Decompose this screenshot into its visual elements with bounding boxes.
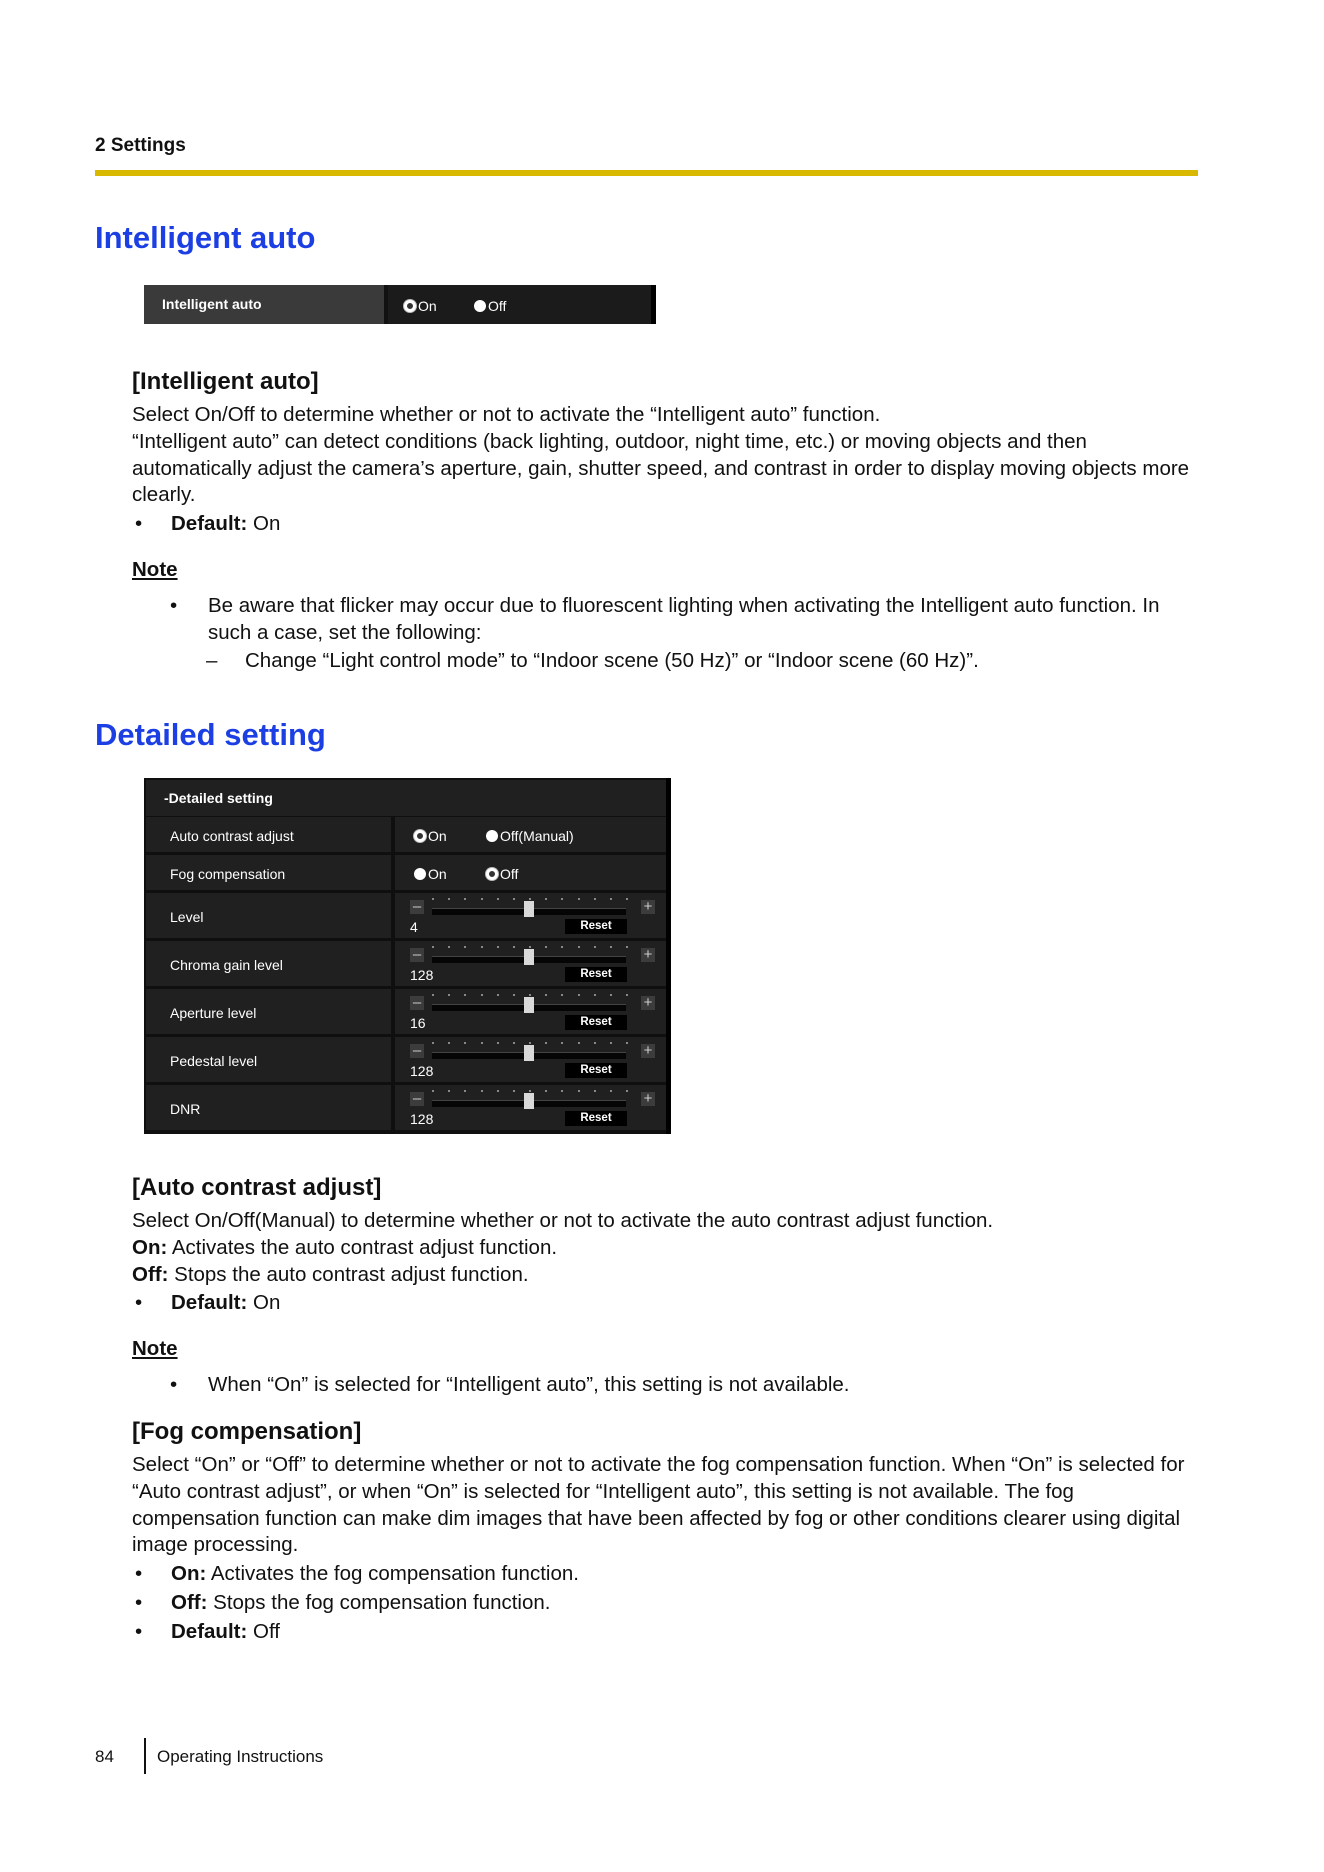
radio-unselected-icon (414, 868, 426, 880)
chapter-heading: 2 Settings (95, 135, 186, 156)
radio-selected-icon (486, 868, 498, 880)
radio-unselected-icon (474, 300, 486, 312)
detailed-setting-panel (144, 778, 671, 1134)
fog-compensation-row: Fog compensation On Off (146, 855, 666, 893)
section-title-intelligent-auto: Intelligent auto (95, 220, 316, 255)
note-bullet: • When “On” is selected for “Intelligent auto”, this setting is not available. (170, 1373, 850, 1396)
minus-button[interactable]: – (410, 996, 424, 1010)
slider-row-aperture-level: Aperture level – + 16 Reset (146, 989, 666, 1037)
note-heading: Note (132, 558, 178, 581)
slider-thumb[interactable] (524, 997, 534, 1013)
plus-button[interactable]: + (641, 900, 655, 914)
page-number: 84 (95, 1747, 114, 1766)
reset-button[interactable]: Reset (565, 1063, 627, 1078)
slider-value: 4 (410, 919, 418, 935)
minus-button[interactable]: – (410, 1044, 424, 1058)
slider-ticks (432, 898, 626, 900)
slider-ticks (432, 1042, 626, 1044)
note-sub-item: – Change “Light control mode” to “Indoor scene (50 Hz)” or “Indoor scene (60 Hz)”. (206, 649, 979, 672)
auto-contrast-on-radio[interactable]: On (414, 828, 447, 844)
default-item: • Default: On (132, 511, 1202, 538)
fog-on-radio[interactable]: On (414, 866, 447, 882)
slider-thumb[interactable] (524, 1045, 534, 1061)
intelligent-auto-label: Intelligent auto (144, 285, 384, 324)
fog-compensation-description: Select “On” or “Off” to determine whether or not to activate the fog compensation function. When “On” is selected for “Auto contrast adjust”, or when “On” is selected for “Intelligent auto”, this setting is not available. The fog compensation function can make dim images that have been affected by fog or other conditions clearer using digital image processing. • On: Activates the fog compensation function. • Off: Stops the fog compensation function. • Default: Off (132, 1452, 1202, 1646)
reset-button[interactable]: Reset (565, 967, 627, 982)
slider-thumb[interactable] (524, 949, 534, 965)
note-heading: Note (132, 1337, 178, 1360)
slider-thumb[interactable] (524, 901, 534, 917)
subheading-auto-contrast: [Auto contrast adjust] (132, 1174, 382, 1201)
minus-button[interactable]: – (410, 948, 424, 962)
auto-contrast-off-radio[interactable]: Off(Manual) (486, 828, 574, 844)
plus-button[interactable]: + (641, 996, 655, 1010)
panel-edge (666, 778, 671, 1134)
intelligent-auto-on-radio[interactable]: On (404, 298, 437, 314)
detailed-setting-heading: -Detailed setting (146, 780, 666, 816)
default-item: • Default: Off (132, 1619, 1202, 1646)
radio-selected-icon (404, 300, 416, 312)
plus-button[interactable]: + (641, 1092, 655, 1106)
slider-row-chroma-gain-level: Chroma gain level – + 128 Reset (146, 941, 666, 989)
section-title-detailed-setting: Detailed setting (95, 717, 326, 752)
subheading-fog-compensation: [Fog compensation] (132, 1418, 362, 1445)
note-bullet: • Be aware that flicker may occur due to fluorescent lighting when activating the Intelligent auto function. In such a case, set the following: (170, 594, 1160, 644)
intelligent-auto-panel (144, 285, 656, 324)
intelligent-auto-off-radio[interactable]: Off (474, 298, 506, 314)
auto-contrast-row: Auto contrast adjust On Off(Manual) (146, 817, 666, 855)
default-item: • Default: On (132, 1290, 1202, 1317)
reset-button[interactable]: Reset (565, 1111, 627, 1126)
slider-thumb[interactable] (524, 1093, 534, 1109)
slider-value: 128 (410, 1063, 434, 1079)
slider-row-dnr: DNR – + 128 Reset (146, 1085, 666, 1133)
fog-off-radio[interactable]: Off (486, 866, 518, 882)
plus-button[interactable]: + (641, 948, 655, 962)
slider-value: 128 (410, 1111, 434, 1127)
slider-ticks (432, 946, 626, 948)
slider-ticks (432, 994, 626, 996)
slider-value: 128 (410, 967, 434, 983)
minus-button[interactable]: – (410, 900, 424, 914)
slider-value: 16 (410, 1015, 426, 1031)
panel-edge (651, 285, 656, 324)
radio-unselected-icon (486, 830, 498, 842)
auto-contrast-description: Select On/Off(Manual) to determine whether or not to activate the auto contrast adjust function. On: Activates the auto contrast adjust function. Off: Stops the auto contrast adjust function. • Default: On (132, 1208, 1202, 1317)
plus-button[interactable]: + (641, 1044, 655, 1058)
slider-ticks (432, 1090, 626, 1092)
radio-selected-icon (414, 830, 426, 842)
reset-button[interactable]: Reset (565, 1015, 627, 1030)
header-rule (95, 170, 1198, 176)
slider-row-pedestal-level: Pedestal level – + 128 Reset (146, 1037, 666, 1085)
panel-divider (384, 285, 388, 324)
slider-row-level: Level – + 4 Reset (146, 893, 666, 941)
subheading-intelligent-auto: [Intelligent auto] (132, 368, 319, 395)
footer-divider (144, 1738, 146, 1774)
reset-button[interactable]: Reset (565, 919, 627, 934)
footer-title: Operating Instructions (157, 1747, 324, 1766)
minus-button[interactable]: – (410, 1092, 424, 1106)
intelligent-auto-description: Select On/Off to determine whether or not to activate the “Intelligent auto” function. “Intelligent auto” can detect conditions (back lighting, outdoor, night time, etc.) or moving objects and then automatically adjust the camera’s aperture, gain, shutter speed, and contrast in order to display moving objects more clearly. • Default: On (132, 402, 1202, 538)
